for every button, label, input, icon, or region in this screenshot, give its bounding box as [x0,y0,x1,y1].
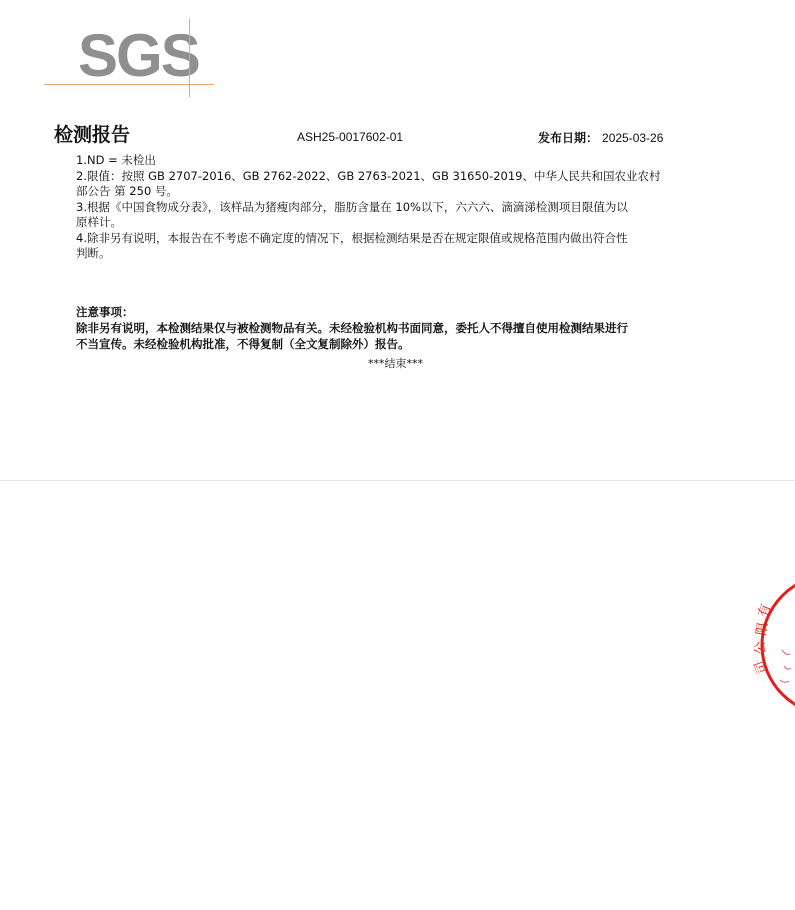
svg-text:限: 限 [754,621,772,637]
report-title: 检测报告 [54,124,131,146]
attention-line-2: 不当宣传。未经检验机构批准，不得复制（全文复制除外）报告。 [76,337,410,351]
note-1: 1.ND = 未检出 [76,153,156,167]
note-2-line-1: 2.限值：按照 GB 2707-2016、GB 2762-2022、GB 2763-2021、GB 31650-2019、中华人民共和国农业农村 [76,168,661,183]
svg-text:公: 公 [752,640,769,655]
note-3-line-2: 原样计。 [76,215,122,229]
issue-date-value: 2025-03-26 [602,131,664,145]
sgs-logo [44,16,219,100]
svg-text:司: 司 [752,658,771,676]
notes-section [76,153,726,262]
note-3-line-1: 3.根据《中国食物成分表》，该样品为猪瘦肉部分，脂肪含量在 10%以下，六六六、滴滴涕检测项目限值为以 [76,199,628,214]
note-4-line-1: 4.除非另有说明，本报告在不考虑不确定度的情况下，根据检测结果是否在规定限值或规格范围内做出符合性 [76,230,628,245]
company-seal-stamp [752,580,795,710]
svg-text:有: 有 [755,602,775,620]
issue-date-label: 发布日期： [538,131,599,145]
attention-section [76,304,736,352]
logo-vertical-line [189,19,190,97]
report-number: ASH25-0017602-01 [297,130,404,144]
attention-heading: 注意事项： [76,305,134,319]
end-mark: ***结束*** [368,357,423,370]
attention-line-1: 除非另有说明，本检测结果仅与被检测物品有关。未经检验机构书面同意，委托人不得擅自使用检测结果进行 [76,321,628,335]
seal-graphic [752,580,795,710]
note-2-line-2: 部公告 第 250 号。 [76,184,178,198]
sgs-logo-text: SGS [78,22,199,89]
issue-date [538,129,663,146]
note-4-line-2: 判断。 [76,246,111,260]
page-divider [0,480,795,481]
